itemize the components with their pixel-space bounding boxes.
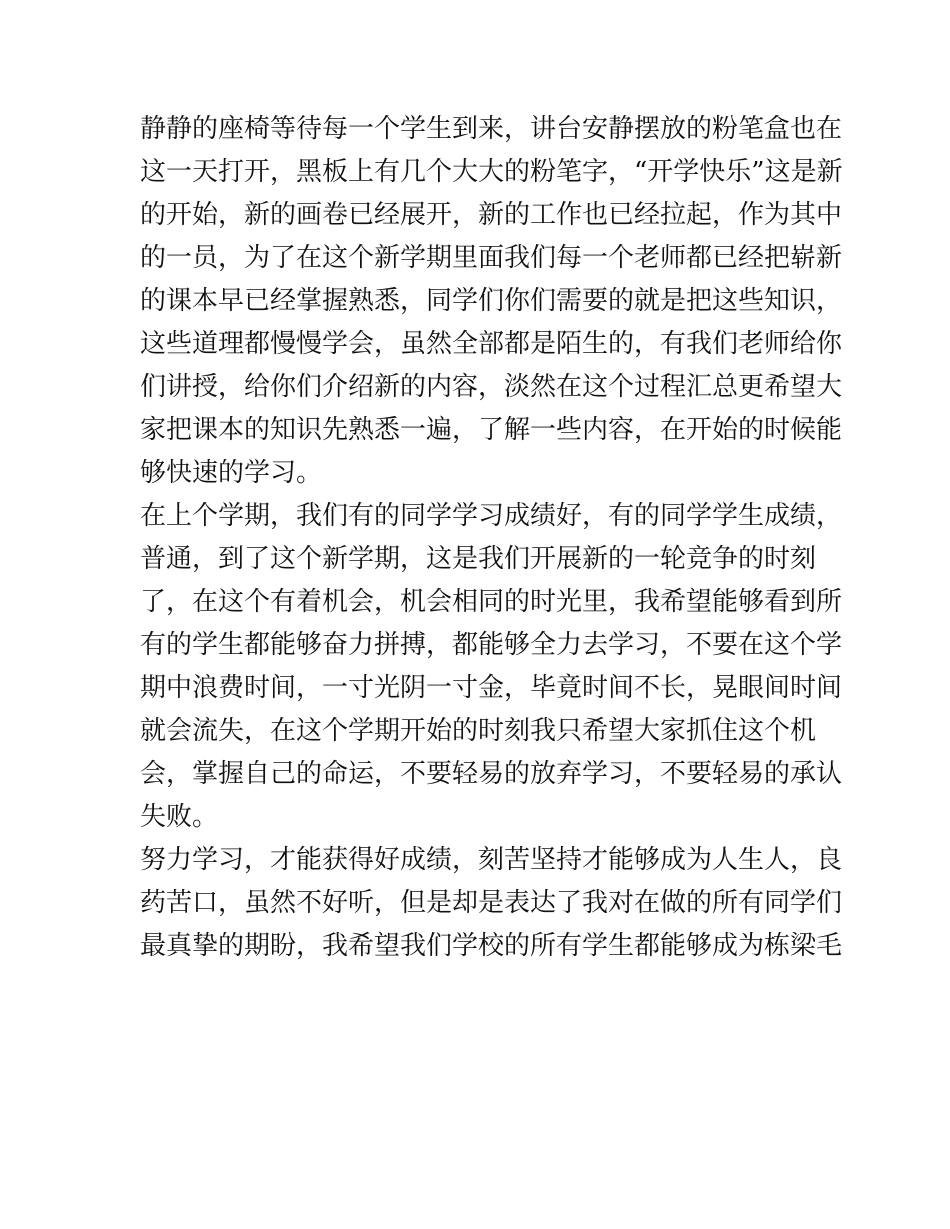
- text-line: 在上个学期，我们有的同学学习成绩好，有的同学学生成绩，: [140, 501, 843, 531]
- text-line: 最真挚的期盼，我希望我们学校的所有学生都能够成为栋梁毛: [140, 931, 843, 961]
- paragraph-1: [140, 108, 843, 495]
- text-line: 的一员，为了在这个新学期里面我们每一个老师都已经把崭新: [140, 243, 843, 273]
- text-line: 们讲授，给你们介绍新的内容，淡然在这个过程汇总更希望大: [140, 372, 843, 402]
- text-line: 够快速的学习。: [140, 458, 323, 488]
- text-line: 了，在这个有着机会，机会相同的时光里，我希望能够看到所: [140, 587, 843, 617]
- text-line: 的开始，新的画卷已经展开，新的工作也已经拉起，作为其中: [140, 200, 843, 230]
- text-line: 药苦口，虽然不好听，但是却是表达了我对在做的所有同学们: [140, 888, 843, 918]
- text-line: 有的学生都能够奋力拼搏，都能够全力去学习，不要在这个学: [140, 630, 843, 660]
- text-line: 努力学习，才能获得好成绩，刻苦坚持才能够成为人生人，良: [140, 845, 843, 875]
- text-line: 就会流失，在这个学期开始的时刻我只希望大家抓住这个机: [140, 716, 817, 746]
- text-line: 这一天打开，黑板上有几个大大的粉笔字，“开学快乐”这是新: [140, 157, 843, 187]
- paragraph-2: [140, 495, 843, 839]
- text-line: 这些道理都慢慢学会，虽然全部都是陌生的，有我们老师给你: [140, 329, 843, 359]
- document-body: [140, 108, 843, 968]
- paragraph-3: [140, 839, 843, 968]
- text-line: 的课本早已经掌握熟悉，同学们你们需要的就是把这些知识，: [140, 286, 843, 316]
- text-line: 普通，到了这个新学期，这是我们开展新的一轮竞争的时刻: [140, 544, 817, 574]
- text-line: 会，掌握自己的命运，不要轻易的放弃学习，不要轻易的承认: [140, 759, 843, 789]
- text-line: 家把课本的知识先熟悉一遍，了解一些内容，在开始的时候能: [140, 415, 843, 445]
- text-line: 静静的座椅等待每一个学生到来，讲台安静摆放的粉笔盒也在: [140, 114, 843, 144]
- text-line: 失败。: [140, 802, 219, 832]
- text-line: 期中浪费时间，一寸光阴一寸金，毕竟时间不长，晃眼间时间: [140, 673, 843, 703]
